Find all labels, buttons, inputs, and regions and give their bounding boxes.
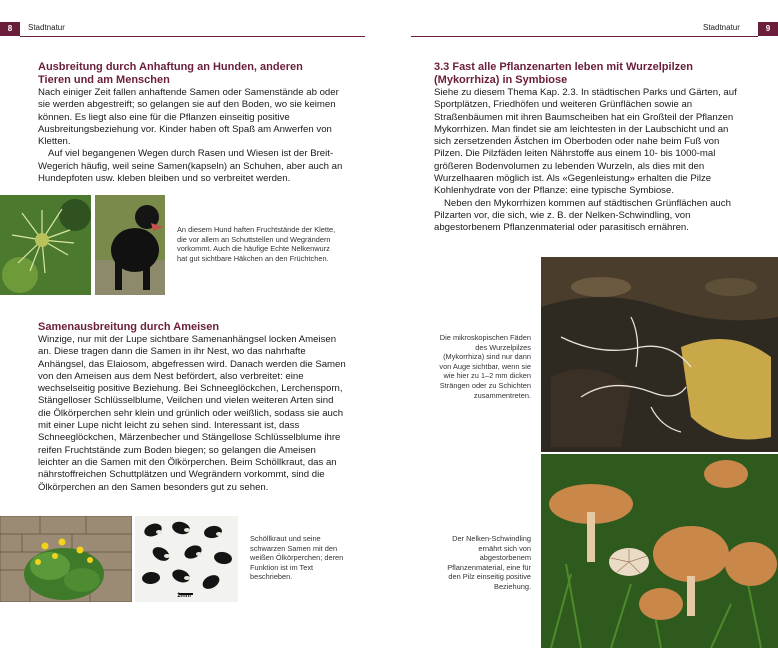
scale-label: 1mm bbox=[177, 593, 192, 599]
section-heading: Samenausbreitung durch Ameisen bbox=[38, 321, 220, 333]
paragraph: Auf viel begangenen Wegen durch Rasen und Wiesen ist der Breit-Wegerich häufig, weil seine Samen(kapseln) an Schuhen, aber auch an Hundepfoten usw. kleben bleiben und so verbreitet werden. bbox=[38, 148, 343, 185]
section-body bbox=[434, 87, 744, 235]
burdock-photo bbox=[0, 195, 91, 295]
section-body bbox=[38, 87, 344, 185]
dog-photo bbox=[95, 195, 165, 295]
photo-caption: Schöllkraut und seine schwarzen Samen mit den weißen Ölkörperchen; deren Funktion ist im Text beschrieben. bbox=[250, 534, 344, 582]
running-head: Stadtnatur bbox=[28, 23, 65, 32]
photo-caption: Die mikroskopischen Fäden des Wurzelpilzes (Mykorrhiza) sind nur dann von Auge sichtbar, wenn sie wie hier zu 1–2 mm dicken Strängen oder zu Schichten zusammentreten. bbox=[439, 333, 531, 400]
section-heading: Ausbreitung durch Anhaftung an Hunden, anderen Tieren und am Menschen bbox=[38, 61, 303, 86]
header-rule bbox=[411, 36, 758, 37]
page-number: 9 bbox=[758, 22, 778, 36]
paragraph: Siehe zu diesem Thema Kap. 2.3. In städtischen Parks und Gärten, auf Sportplätzen, Friedhöfen und weiteren Grünflächen sowie an Straßenbäumen mit ihren Baumscheiben hat ein Großteil der Pflanzen Mykorrhizen. Man findet sie am leichtesten in der Laubschicht und an sich zersetzenden Ästchen im Oberboden oder nahe beim Fuß von Pilzen. Die Pilzfäden leiten Nährstoffe aus einem 10- bis 1000-mal größeren Bodenvolumen zu lebenden Wurzeln, als dies mit den Wurzelhaaren möglich ist. Als «Gegenleistung» erhalten die Pilze Kohlenhydrate von der Pflanze: eine typische Symbiose. bbox=[434, 87, 737, 197]
photo-caption: An diesem Hund haften Fruchtstände der Klette, die vor allem an Schuttstellen und Wegrändern vorkommt. Auch die häufige Echte Nelkenwurz hat gut sichtbare Häkchen an den Früchtchen. bbox=[177, 225, 336, 263]
paragraph: Winzige, nur mit der Lupe sichtbare Samenanhängsel locken Ameisen an. Diese tragen dann die Samen in ihr Nest, wo das nahrhafte Anhängsel, das Elaiosom, abgefressen wird. Danach werden die Samen von den Ameisen aus dem Nest befördert, also verbreitet: eine wechselseitig positive Beziehung. Bei Schneeglöckchen, Lerchensporn, Stängelloser Schlüsselblume, Veilchen und vielen weiteren Arten sind die Ölkörperchen sehr klein und grünlich oder weißlich, sodass sie auch mit einer Lupe nicht leicht zu sehen sind. Interessant ist, dass Schneeglöckchen, Märzenbecher und Stängellose Schlüsselblume ihre reifen Fruchtstände zum Boden biegen; so gelangen die Ameisen leichter an die Samen mit den Ölkörperchen. Beim Schöllkraut, das an nährstoffreichen Schuttplätzen und Wegrändern vorkommt, sind die Ölkörperchen an den Samen besonders gut zu sehen. bbox=[38, 334, 346, 493]
section-heading: 3.3 Fast alle Pflanzenarten leben mit Wurzelpilzen (Mykorrhiza) in Symbiose bbox=[434, 61, 693, 86]
section-body bbox=[38, 334, 346, 494]
paragraph: Neben den Mykorrhizen kommen auf städtischen Grünflächen auch Pilzarten vor, die sich, wie z. B. der Nelken-Schwindling, von abgestorbenem Pflanzenmaterial oder parasitisch ernähren. bbox=[434, 197, 731, 234]
paragraph: Nach einiger Zeit fallen anhaftende Samen oder Samenstände ab oder sie werden abgestreift; so gelangen sie auf den Boden, wo sie keimen können. Es liegt also eine für die Pflanzen einseitig positive Ausbreitungsbeziehung vor. Kinder haben oft Spaß am Anwerfen von Kletten. bbox=[38, 87, 339, 148]
header-rule bbox=[20, 36, 365, 37]
celandine-photo bbox=[0, 516, 132, 602]
seeds-photo bbox=[135, 516, 238, 602]
running-head: Stadtnatur bbox=[703, 23, 740, 32]
mushroom-photo bbox=[541, 454, 778, 648]
mycorrhiza-photo bbox=[541, 257, 778, 452]
photo-caption: Der Nelken-Schwindling ernährt sich von abgestorbenem Pflanzenmaterial, eine für den Pilz einseitig positive Beziehung. bbox=[447, 534, 531, 591]
right-page bbox=[389, 0, 778, 648]
page-number: 8 bbox=[0, 22, 20, 36]
